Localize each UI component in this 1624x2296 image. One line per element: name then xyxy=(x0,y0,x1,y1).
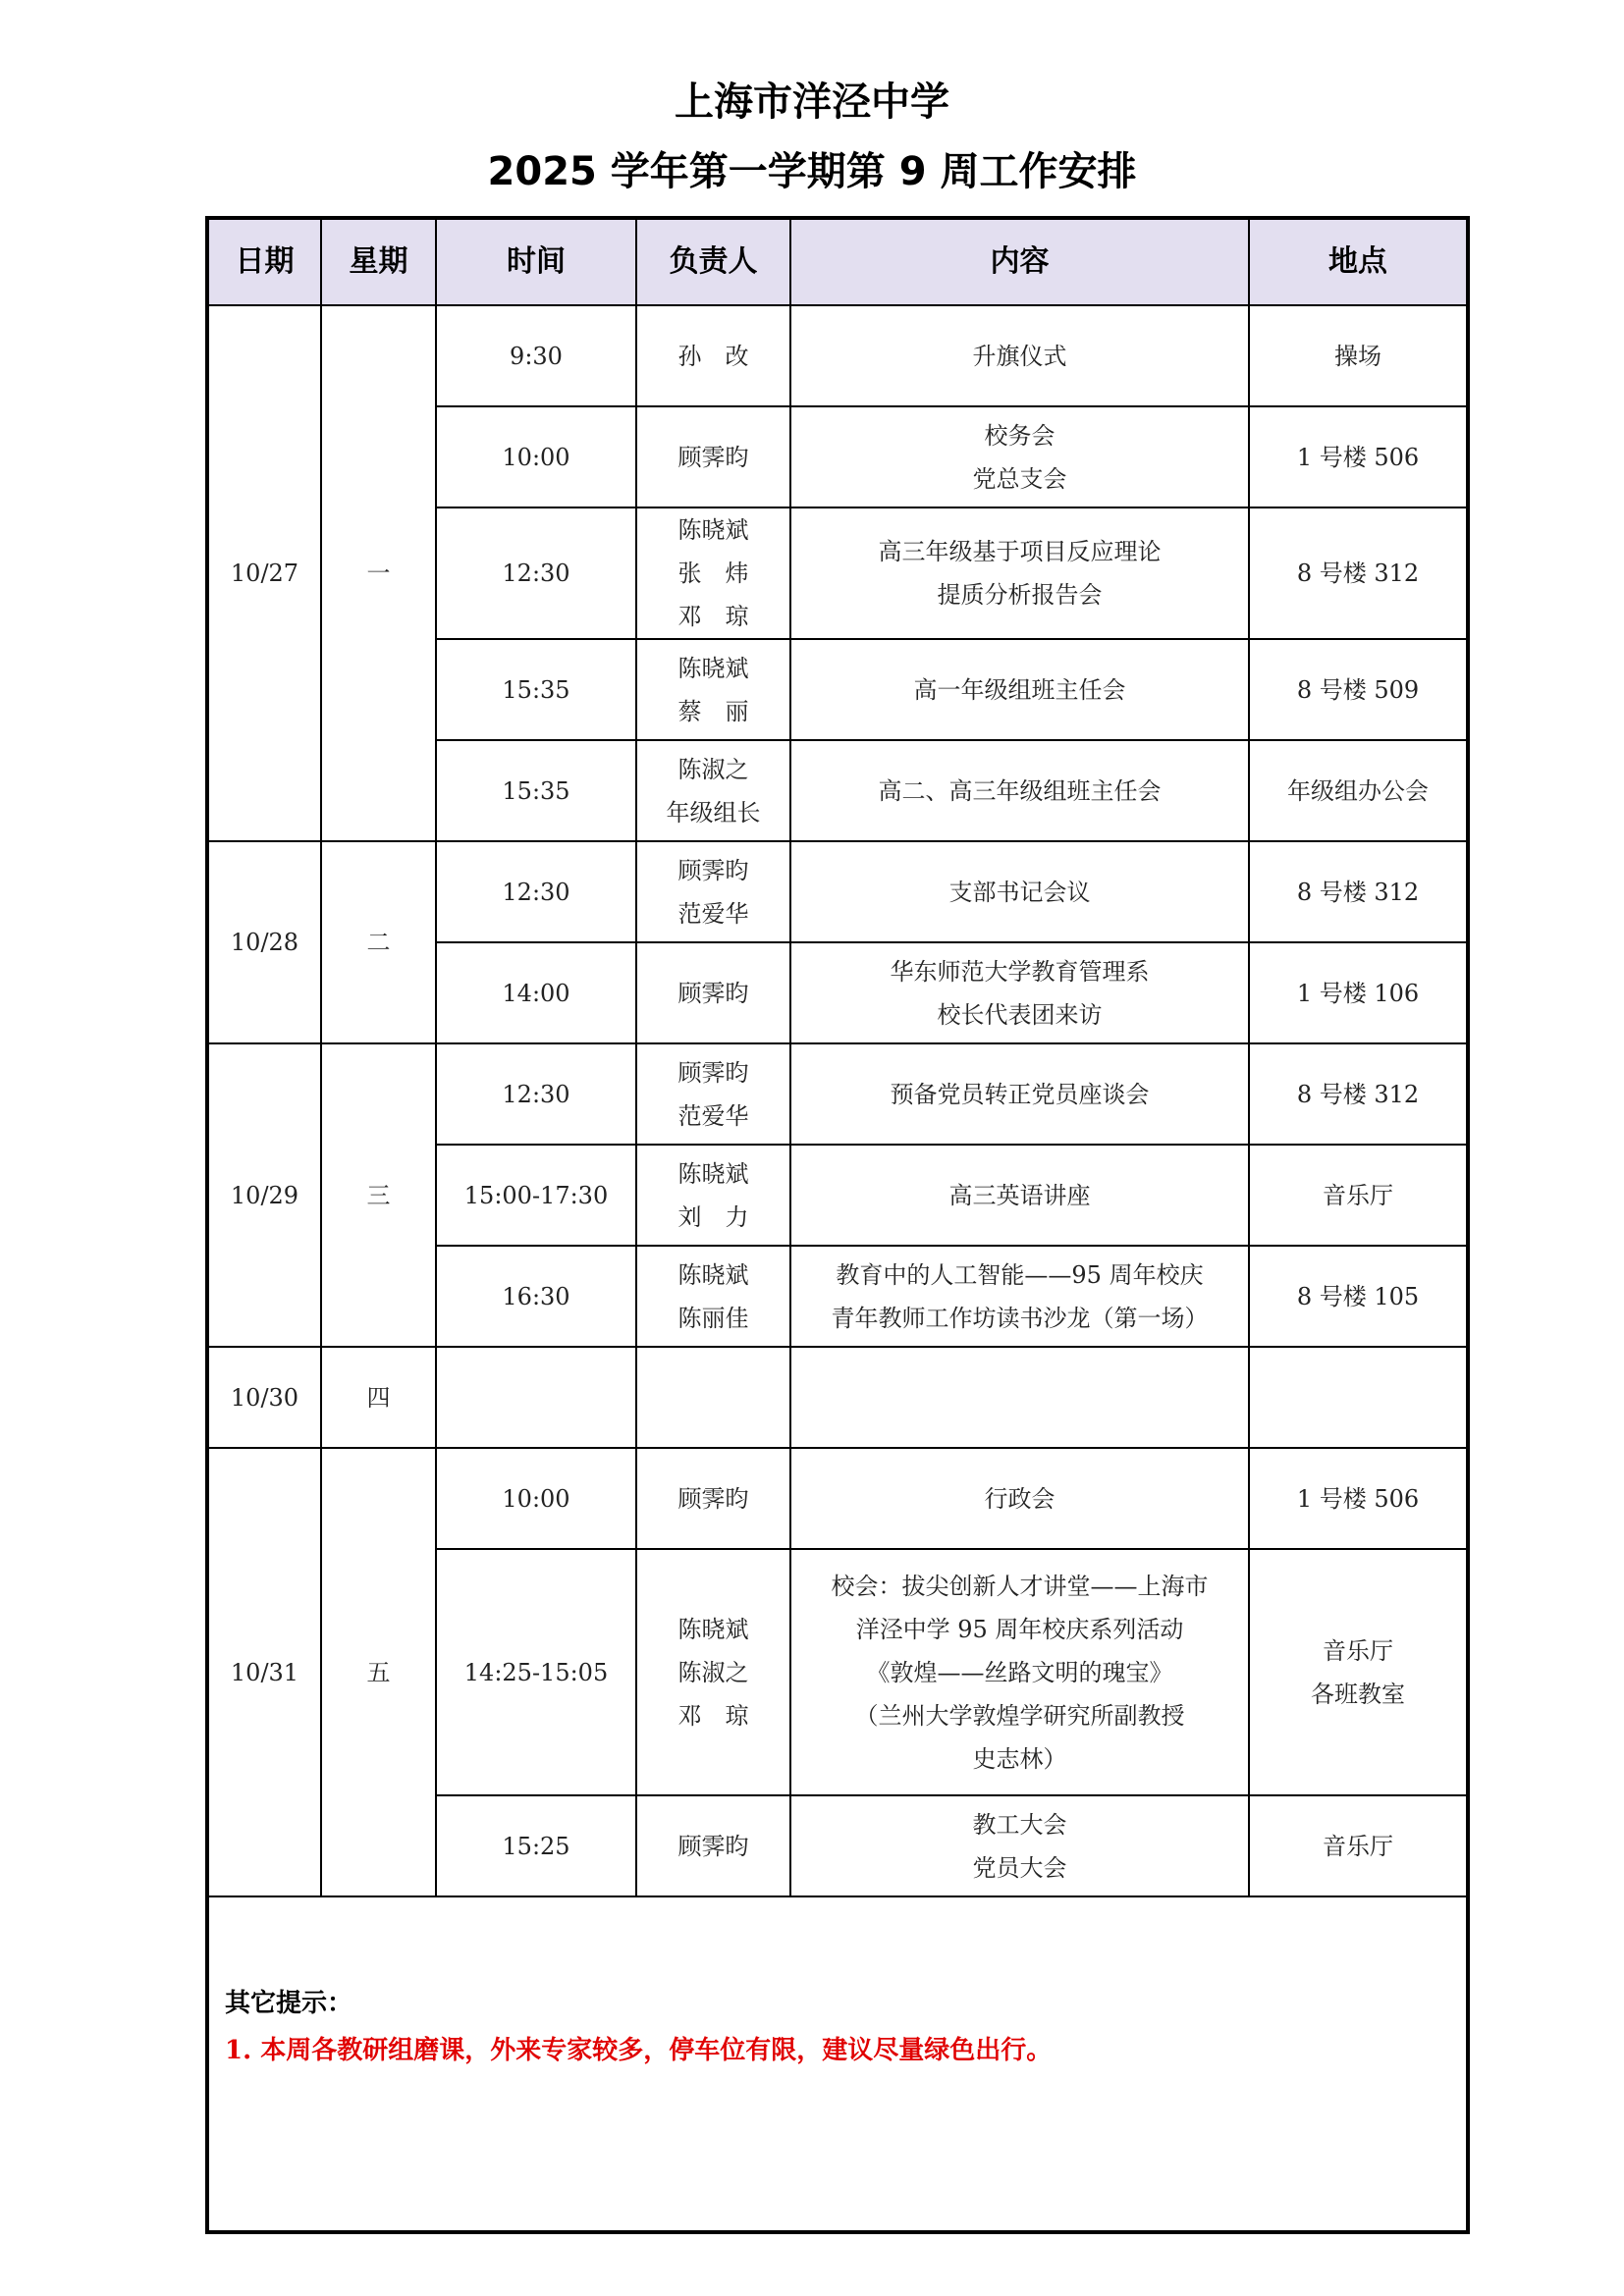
content-cell xyxy=(790,1549,1249,1795)
content-line: 校会：拔尖创新人才讲堂——上海市 xyxy=(831,1572,1209,1600)
owner-cell xyxy=(636,1043,790,1145)
owner-name: 蔡 丽 xyxy=(677,697,749,725)
owner-name: 年级组长 xyxy=(666,798,761,827)
weekday-cell: 二 xyxy=(321,841,436,1043)
content-cell xyxy=(790,942,1249,1043)
header-content: 内容 xyxy=(790,218,1249,305)
place-cell xyxy=(1249,1549,1468,1795)
place-cell xyxy=(1249,1347,1468,1448)
owner-cell xyxy=(636,1448,790,1549)
place-line: 音乐厅 xyxy=(1323,1181,1393,1209)
time-cell: 12:30 xyxy=(436,507,636,639)
place-line: 8 号楼 312 xyxy=(1296,560,1420,587)
schedule-row xyxy=(207,305,1468,406)
date-cell: 10/30 xyxy=(207,1347,321,1448)
header-place: 地点 xyxy=(1249,218,1468,305)
content-line: 高一年级组班主任会 xyxy=(913,675,1126,704)
place-line: 8 号楼 312 xyxy=(1296,1080,1420,1108)
owner-cell xyxy=(636,942,790,1043)
time-cell: 15:00-17:30 xyxy=(436,1145,636,1246)
notes-label: 其它提示： xyxy=(225,1989,353,2018)
owner-name: 刘 力 xyxy=(677,1202,749,1231)
date-cell: 10/28 xyxy=(207,841,321,1043)
place-cell xyxy=(1249,1043,1468,1145)
place-line: 1 号楼 106 xyxy=(1296,979,1420,1007)
place-cell xyxy=(1249,740,1468,841)
header-time: 时间 xyxy=(436,218,636,305)
content-line: 洋泾中学 95 周年校庆系列活动 xyxy=(855,1615,1184,1643)
owner-name: 孙 改 xyxy=(677,342,749,370)
content-cell xyxy=(790,1795,1249,1896)
time-cell xyxy=(436,1347,636,1448)
content-line: 校务会 xyxy=(984,421,1056,450)
place-cell xyxy=(1249,1145,1468,1246)
school-name: 上海市洋泾中学 xyxy=(675,80,949,125)
content-cell xyxy=(790,1043,1249,1145)
owner-name: 陈晓斌 xyxy=(677,654,749,682)
owner-name: 邓 琼 xyxy=(677,603,749,630)
owner-cell xyxy=(636,305,790,406)
content-line: 提质分析报告会 xyxy=(937,581,1103,609)
content-cell xyxy=(790,1347,1249,1448)
date-cell: 10/29 xyxy=(207,1043,321,1347)
content-line: 《敦煌——丝路文明的瑰宝》 xyxy=(866,1658,1173,1686)
content-cell xyxy=(790,507,1249,639)
content-line: 华东师范大学教育管理系 xyxy=(890,957,1150,986)
table-header-row xyxy=(207,218,1468,305)
place-cell xyxy=(1249,305,1468,406)
owner-name: 顾霁昀 xyxy=(677,1058,749,1087)
place-line: 1 号楼 506 xyxy=(1296,443,1420,471)
place-line: 年级组办公会 xyxy=(1287,776,1429,805)
owner-cell xyxy=(636,841,790,942)
owner-cell xyxy=(636,1347,790,1448)
owner-name: 范爱华 xyxy=(677,899,749,928)
owner-cell xyxy=(636,1145,790,1246)
place-cell xyxy=(1249,1448,1468,1549)
content-line: 党员大会 xyxy=(972,1853,1067,1882)
place-cell xyxy=(1249,639,1468,740)
content-line: （兰州大学敦煌学研究所副教授 xyxy=(854,1701,1185,1730)
owner-cell xyxy=(636,406,790,507)
owner-name: 顾霁昀 xyxy=(677,979,749,1007)
weekday-cell: 五 xyxy=(321,1448,436,1896)
weekday-cell: 四 xyxy=(321,1347,436,1448)
owner-name: 陈淑之 xyxy=(677,1658,749,1686)
place-line: 各班教室 xyxy=(1311,1680,1405,1708)
owner-cell xyxy=(636,1795,790,1896)
place-cell xyxy=(1249,406,1468,507)
content-line: 支部书记会议 xyxy=(948,878,1091,906)
owner-cell xyxy=(636,1549,790,1795)
place-line: 音乐厅 xyxy=(1323,1636,1393,1665)
owner-name: 顾霁昀 xyxy=(677,856,749,884)
owner-cell xyxy=(636,639,790,740)
schedule-row xyxy=(207,1347,1468,1448)
content-line: 教工大会 xyxy=(972,1810,1067,1839)
time-cell: 15:35 xyxy=(436,639,636,740)
notes-item: 1. 本周各教研组磨课，外来专家较多，停车位有限，建议尽量绿色出行。 xyxy=(225,2036,1053,2065)
time-cell: 14:00 xyxy=(436,942,636,1043)
place-line: 8 号楼 105 xyxy=(1296,1282,1420,1310)
place-cell xyxy=(1249,942,1468,1043)
content-line: 史志林） xyxy=(972,1744,1067,1773)
content-cell xyxy=(790,406,1249,507)
place-line: 操场 xyxy=(1334,342,1381,370)
time-cell: 9:30 xyxy=(436,305,636,406)
notes-cell xyxy=(207,1896,1468,2232)
header-weekday: 星期 xyxy=(321,218,436,305)
schedule-row xyxy=(207,1043,1468,1145)
content-line: 青年教师工作坊读书沙龙（第一场） xyxy=(831,1304,1209,1332)
owner-cell xyxy=(636,1246,790,1347)
content-line: 升旗仪式 xyxy=(972,342,1067,370)
owner-cell xyxy=(636,507,790,639)
owner-name: 陈晓斌 xyxy=(677,1159,749,1188)
time-cell: 12:30 xyxy=(436,841,636,942)
content-line: 高二、高三年级组班主任会 xyxy=(878,776,1162,805)
content-line: 高三年级基于项目反应理论 xyxy=(878,538,1162,565)
schedule-table xyxy=(205,216,1470,2234)
weekday-cell: 三 xyxy=(321,1043,436,1347)
owner-name: 张 炜 xyxy=(677,560,749,587)
owner-name: 顾霁昀 xyxy=(677,1832,749,1860)
content-line: 预备党员转正党员座谈会 xyxy=(890,1080,1150,1108)
notes-row xyxy=(207,1896,1468,2232)
place-cell xyxy=(1249,841,1468,942)
place-line: 音乐厅 xyxy=(1323,1832,1393,1860)
owner-name: 陈晓斌 xyxy=(677,1615,749,1643)
date-cell: 10/31 xyxy=(207,1448,321,1896)
content-cell xyxy=(790,1448,1249,1549)
content-cell xyxy=(790,639,1249,740)
date-cell: 10/27 xyxy=(207,305,321,841)
time-cell: 15:35 xyxy=(436,740,636,841)
weekday-cell: 一 xyxy=(321,305,436,841)
content-cell xyxy=(790,1246,1249,1347)
content-line: 党总支会 xyxy=(972,464,1067,493)
time-cell: 12:30 xyxy=(436,1043,636,1145)
owner-cell xyxy=(636,740,790,841)
owner-name: 顾霁昀 xyxy=(677,443,749,471)
time-cell: 15:25 xyxy=(436,1795,636,1896)
owner-name: 陈丽佳 xyxy=(677,1304,749,1332)
content-line: 校长代表团来访 xyxy=(937,1000,1103,1029)
place-cell xyxy=(1249,1246,1468,1347)
header-owner: 负责人 xyxy=(636,218,790,305)
owner-name: 陈淑之 xyxy=(677,755,749,783)
owner-name: 陈晓斌 xyxy=(677,516,749,544)
place-line: 8 号楼 509 xyxy=(1296,675,1420,704)
place-line: 8 号楼 312 xyxy=(1296,878,1420,906)
content-cell xyxy=(790,740,1249,841)
content-cell xyxy=(790,305,1249,406)
time-cell: 16:30 xyxy=(436,1246,636,1347)
owner-name: 陈晓斌 xyxy=(677,1260,749,1289)
time-cell: 14:25-15:05 xyxy=(436,1549,636,1795)
content-line: 行政会 xyxy=(984,1484,1056,1513)
content-line: 高三英语讲座 xyxy=(948,1181,1091,1209)
content-cell xyxy=(790,841,1249,942)
owner-name: 顾霁昀 xyxy=(677,1484,749,1513)
time-cell: 10:00 xyxy=(436,1448,636,1549)
schedule-row xyxy=(207,1448,1468,1549)
place-line: 1 号楼 506 xyxy=(1296,1484,1420,1513)
time-cell: 10:00 xyxy=(436,406,636,507)
owner-name: 范爱华 xyxy=(677,1101,749,1130)
header-date: 日期 xyxy=(207,218,321,305)
content-cell xyxy=(790,1145,1249,1246)
place-cell xyxy=(1249,507,1468,639)
place-cell xyxy=(1249,1795,1468,1896)
content-line: 教育中的人工智能——95 周年校庆 xyxy=(836,1260,1204,1289)
schedule-row xyxy=(207,841,1468,942)
owner-name: 邓 琼 xyxy=(677,1701,749,1730)
page-title: 2025 学年第一学期第 9 周工作安排 xyxy=(487,149,1137,194)
